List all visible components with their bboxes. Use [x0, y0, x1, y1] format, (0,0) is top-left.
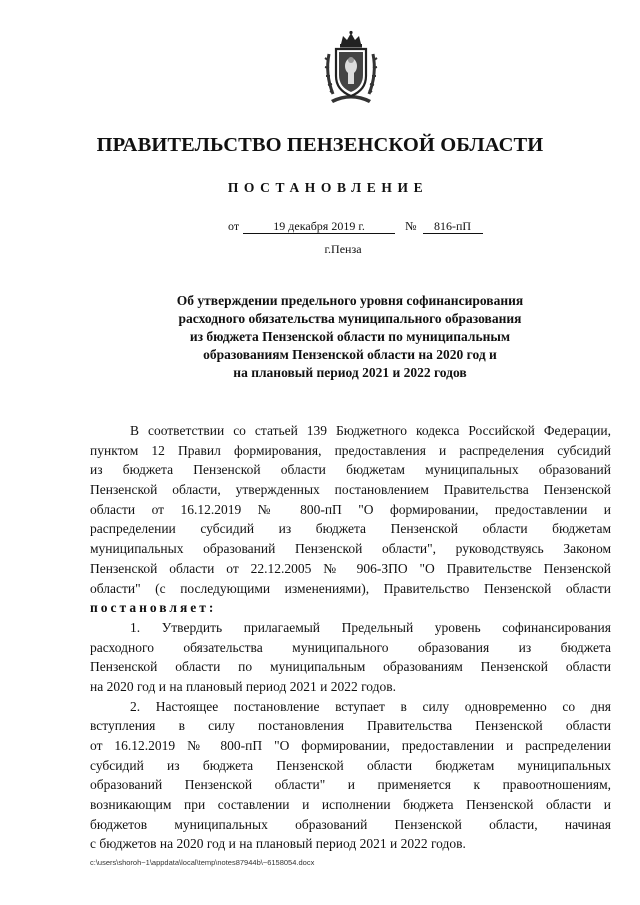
heading-line: расходного обязательства муниципального образования: [178, 311, 522, 326]
preamble-line: из бюджета Пензенской области бюджетам муниципальных образований: [90, 462, 611, 478]
item-2-line: бюджетов муниципальных образований Пензенской области, начиная: [90, 816, 611, 832]
document-type: ПОСТАНОВЛЕНИЕ: [227, 180, 429, 195]
coat-of-arms-emblem: [323, 30, 379, 104]
item-2-line: вступления в силу постановления Правительства Пензенской области: [90, 718, 611, 734]
item-2-line: образований Пензенской области" и применяется к правоотношениям,: [90, 777, 611, 793]
preamble-line: области" (с последующими изменениями), Правительство Пензенской области: [90, 580, 611, 596]
date-number-line: [228, 219, 483, 234]
date-prefix: от: [228, 219, 240, 233]
heading-line: Об утверждении предельного уровня софинансирования: [176, 293, 524, 308]
item-1-line: 1. Утвердить прилагаемый Предельный уровень софинансирования: [130, 619, 611, 635]
item-2-line: субсидий из бюджета Пензенской области бюджетам муниципальных: [90, 757, 611, 773]
city: г.Пенза: [324, 242, 362, 256]
document-body: [90, 421, 611, 854]
heading-line: образованиям Пензенской области на 2020 год и: [203, 347, 497, 362]
heading-line: из бюджета Пензенской области по муниципальным: [189, 329, 511, 344]
item-1-line: на 2020 год и на плановый период 2021 и 2022 годов.: [90, 678, 397, 694]
document-date: 19 декабря 2019 г.: [243, 220, 395, 234]
preamble-line: Пензенской области, утвержденных постановлением Правительства Пензенской: [90, 482, 611, 498]
document-number: 816-пП: [423, 220, 483, 234]
preamble-line: распределении субсидий из бюджета Пензенской области бюджетам: [90, 521, 611, 537]
preamble-line: Пензенской области от 22.12.2005 № 906-ЗПО "О Правительстве Пензенской: [90, 560, 611, 576]
resolves-word: постановляет:: [90, 600, 217, 616]
document-heading: [130, 292, 570, 382]
item-2-line: возникающим при составлении и исполнении бюджета Пензенской области и: [90, 797, 611, 813]
number-prefix: №: [405, 219, 417, 233]
item-1-line: Пензенской области по муниципальным образованиям Пензенской области: [90, 659, 611, 675]
item-2-line: 2. Настоящее постановление вступает в силу одновременно со дня: [130, 698, 611, 714]
preamble-line: пунктом 12 Правил формирования, предоставления и распределения субсидий: [90, 442, 611, 458]
organization-title: ПРАВИТЕЛЬСТВО ПЕНЗЕНСКОЙ ОБЛАСТИ: [96, 134, 544, 156]
item-1-line: расходного обязательства муниципального образования из бюджета: [90, 639, 611, 655]
preamble-line: В соответствии со статьей 139 Бюджетного кодекса Российской Федерации,: [130, 423, 611, 438]
footer-file-path: c:\users\shoroh~1\appdata\local\temp\notes87944b\~6158054.docx: [90, 858, 315, 867]
preamble-line: муниципальных образований Пензенской области", руководствуясь Законом: [90, 541, 611, 557]
item-2-line: от 16.12.2019 № 800-пП "О формировании, предоставлении и распределении: [90, 738, 611, 753]
item-2-line: с бюджетов на 2020 год и на плановый период 2021 и 2022 годов.: [90, 836, 466, 852]
heading-line: на плановый период 2021 и 2022 годов: [233, 365, 467, 380]
preamble-line: области от 16.12.2019 № 800-пП "О формировании, предоставлении и: [90, 501, 611, 517]
